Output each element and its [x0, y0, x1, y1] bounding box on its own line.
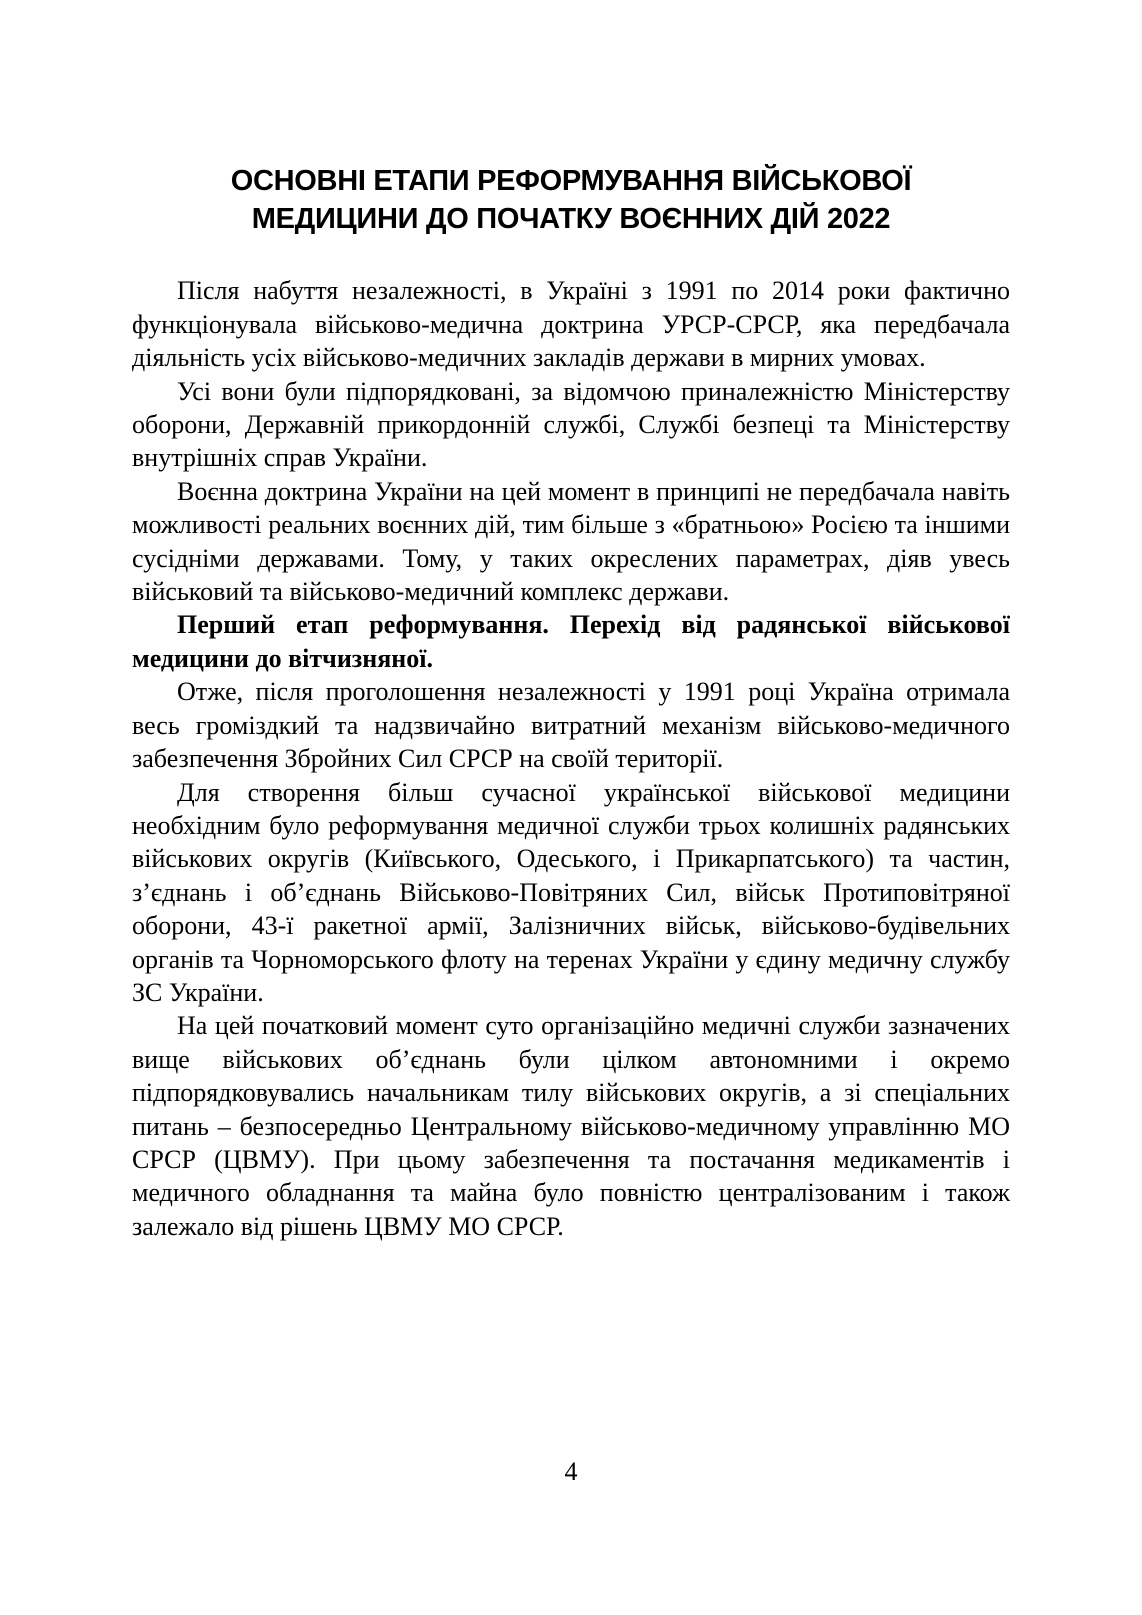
- paragraph: Усі вони були підпорядковані, за відомчою приналежністю Міністерству оборони, Державній прикордонній службі, Службі безпеці та Міністерству внутрішніх справ України.: [132, 376, 1010, 473]
- page-title-line-1: ОСНОВНІ ЕТАПИ РЕФОРМУВАННЯ ВІЙСЬКОВОЇ: [230, 165, 912, 198]
- paragraph: Для створення більш сучасної української військової медицини необхідним було реформування медичної служби трьох колишніх радянських військових округів (Київського, Одеського, і Прикарпатського) та частин, з’єднань і об’єднань Військово-Повітряних Сил, військ Протиповітряної оборони, 43-ї ракетної армії, Залізничних військ, військово-будівельних органів та Чорноморського флоту на теренах України у єдину медичну службу ЗС України.: [132, 777, 1010, 1007]
- paragraph: Отже, після проголошення незалежності у 1991 році Україна отримала весь громіздкий та надзвичайно витратний механізм військово-медичного забезпечення Збройних Сил СРСР на своїй території.: [132, 677, 1010, 774]
- paragraph: На цей початковий момент суто організаційно медичні служби зазначених вище військових об’єднань були цілком автономними і окремо підпорядковувались начальникам тилу військових округів, а зі спеціальних питань – безпосередньо Центральному військово-медичному управлінню МО СРСР (ЦВМУ). При цьому забезпечення та постачання медикаментів і медичного обладнання та майна було повністю централізованим і також залежало від рішень ЦВМУ МО СРСР.: [132, 1011, 1010, 1241]
- page-number: 4: [564, 1457, 578, 1486]
- page-title-line-2: МЕДИЦИНИ ДО ПОЧАТКУ ВОЄННИХ ДІЙ 2022: [251, 203, 891, 236]
- paragraph: Воєнна доктрина України на цей момент в принципі не передбачала навіть можливості реальних воєнних дій, тим більше з «братньою» Росією та іншими сусідніми державами. Тому, у таких окреслених параметрах, діяв увесь військовий та військово-медичний комплекс держави.: [132, 476, 1010, 607]
- page-title: [132, 162, 1010, 238]
- section-heading-paragraph: Перший етап реформування. Перехід від радянської військової медицини до вітчизняної.: [132, 610, 1010, 673]
- paragraph: Після набуття незалежності, в Україні з 1991 по 2014 роки фактично функціонувала військово-медична доктрина УРСР-СРСР, яка передбачала діяльність усіх військово-медичних закладів держави в мирних умовах.: [132, 276, 1010, 373]
- body-text: [132, 274, 1010, 1243]
